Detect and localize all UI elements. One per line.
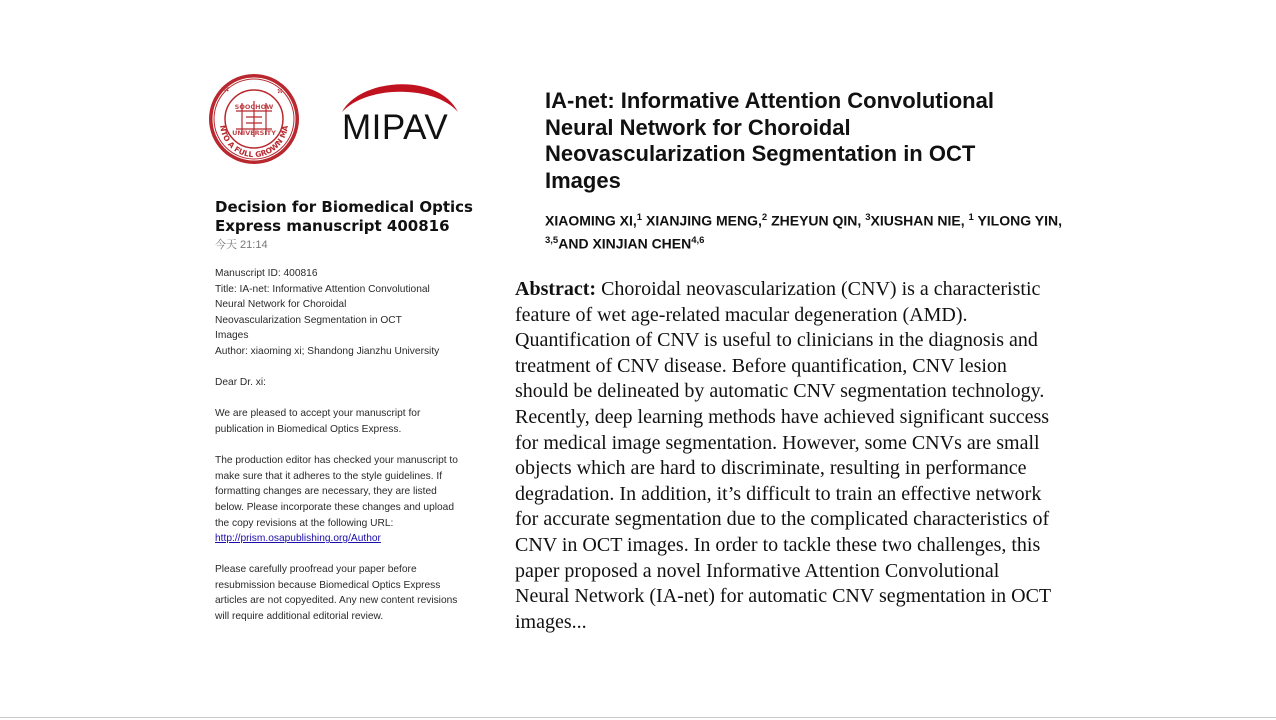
author-portal-link[interactable]: http://prism.osapublishing.org/Author (215, 533, 381, 545)
abstract-line: feature of wet age-related macular degeneration (AMD). (515, 303, 968, 326)
author-affiliation: 1 (636, 212, 643, 223)
title-line: Images (545, 167, 621, 193)
paragraph-line: formatting changes are necessary, they are listed (215, 486, 437, 498)
title-line: Neovascularization Segmentation in OCT (545, 141, 976, 166)
author-affiliation: 2 (761, 212, 768, 223)
meta-line: Manuscript ID: 400816 (215, 268, 318, 279)
author-affiliation: 3,5 (545, 234, 559, 246)
paragraph-line: Please carefully proofread your paper before (215, 564, 417, 576)
paragraph-line: the copy revisions at the following URL: (215, 517, 394, 529)
author-affiliation: 1 (968, 212, 974, 223)
meta-line: Images (215, 330, 249, 342)
title-line: Neural Network for Choroidal (545, 114, 851, 140)
abstract-line: images... (515, 610, 587, 633)
abstract-line: for medical image segmentation. However, some CNVs are small (515, 431, 1040, 454)
abstract-line: Choroidal neovascularization (CNV) is a characteristic (596, 278, 1041, 300)
author-name: YILONG YIN, (973, 212, 1062, 229)
abstract-line: objects which are hard to discriminate, resulting in performance (515, 457, 1027, 480)
title-line: IA-net: Informative Attention Convolutional (545, 88, 994, 113)
paragraph-line: make sure that it adheres to the style guidelines. If (215, 470, 443, 482)
paper-title (545, 88, 1065, 194)
abstract-line: CNV in OCT images. In order to tackle these two challenges, this (515, 533, 1041, 556)
abstract-line: should be delineated by automatic CNV segmentation technology. (515, 380, 1045, 403)
author-name: ZHEYUN QIN, (767, 212, 866, 229)
abstract-line: for accurate segmentation due to the complicated characteristics of (515, 508, 1050, 531)
abstract-line: Recently, deep learning methods have achieved significant success (515, 405, 1050, 428)
paragraph-line: below. Please incorporate these changes and upload (215, 501, 455, 513)
meta-line: Neural Network for Choroidal (215, 299, 347, 311)
meta-line: Author: xiaoming xi; Shandong Jianzhu University (215, 345, 440, 357)
abstract-line: degradation. In addition, it’s difficult to train an effective network (515, 482, 1042, 505)
email-paragraph-accept (215, 406, 477, 437)
author-name: XIUSHAN NIE, (870, 212, 969, 229)
meta-line: Title: IA-net: Informative Attention Convolutional (215, 283, 430, 295)
email-timestamp: 今天 21:14 (215, 239, 268, 251)
email-paragraph-production (215, 453, 477, 547)
paragraph-line: will require additional editorial review. (215, 611, 384, 623)
mipav-logo-text: MIPAV (342, 108, 449, 147)
acceptance-email (215, 198, 477, 640)
email-greeting: Dear Dr. xi: (215, 377, 266, 389)
meta-line: Neovascularization Segmentation in OCT (215, 314, 402, 326)
paragraph-line: articles are not copyedited. Any new content revisions (215, 595, 458, 607)
abstract-line: Neural Network (IA-net) for automatic CNV segmentation in OCT (515, 585, 1052, 608)
email-subject: Decision for Biomedical Optics Express manuscript 400816 (215, 198, 473, 235)
paragraph-line: resubmission because Biomedical Optics Express (215, 579, 441, 591)
paper-abstract (515, 277, 1095, 635)
bottom-divider (0, 717, 1276, 718)
author-name: AND XINJIAN CHEN (558, 235, 692, 252)
abstract-label: Abstract: (515, 278, 597, 300)
mipav-logo (338, 76, 462, 146)
abstract-line: Quantification of CNV is useful to clinicians in the diagnosis and (515, 329, 1038, 352)
paragraph-line: publication in Biomedical Optics Express. (215, 423, 402, 435)
paper-authors (545, 208, 1075, 253)
svg-text:✣: ✣ (274, 86, 285, 97)
university-seal-logo (206, 73, 302, 165)
seal-ring-text: NTO A FULL GROWN MA (217, 124, 290, 160)
author-name: XIAOMING XI, (545, 212, 637, 229)
paragraph-line: We are pleased to accept your manuscript for (215, 408, 421, 420)
email-paragraph-proofread (215, 562, 477, 624)
abstract-line: treatment of CNV disease. Before quantification, CNV lesion (515, 354, 1007, 377)
email-meta (215, 266, 477, 360)
author-name: XIANJING MENG, (642, 212, 762, 229)
author-affiliation: 4,6 (691, 234, 705, 246)
svg-text:✣: ✣ (222, 84, 232, 95)
email-body (215, 266, 477, 625)
university-seal-icon (206, 73, 302, 165)
svg-text:UNIVERSITY: UNIVERSITY (232, 129, 276, 137)
author-affiliation: 3 (865, 212, 871, 223)
abstract-line: paper proposed a novel Informative Attention Convolutional (515, 559, 1000, 582)
paragraph-line: The production editor has checked your manuscript to (215, 455, 458, 467)
svg-text:SOOCHOW: SOOCHOW (234, 103, 274, 111)
